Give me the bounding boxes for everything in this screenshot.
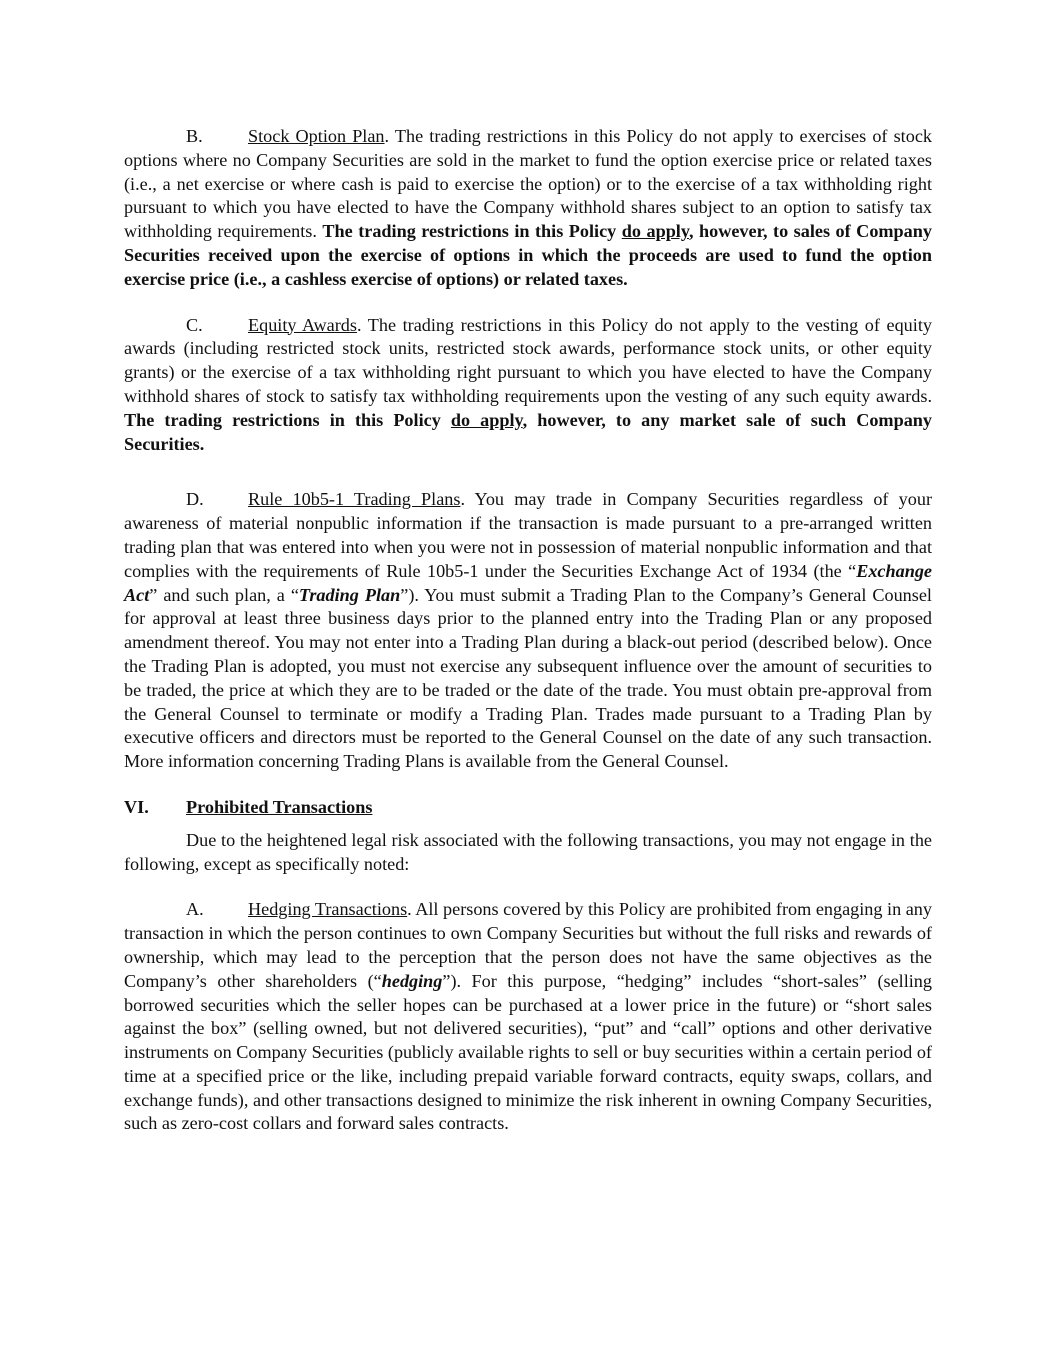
section-vi-heading xyxy=(124,796,932,820)
section-d-letter: D. xyxy=(186,489,204,510)
section-b-paragraph xyxy=(124,125,932,292)
section-d-body-2: ” and such plan, a “ xyxy=(149,584,299,605)
section-b-bold-lead: The trading restrictions in this Policy xyxy=(322,221,622,242)
section-c-bold-lead: The trading restrictions in this Policy xyxy=(124,409,451,430)
section-c-bold-underline: do apply xyxy=(450,409,523,430)
section-a-title: Hedging Transactions xyxy=(248,899,408,920)
section-c-paragraph xyxy=(124,314,932,457)
section-d-term-exchange-act: Exchange Act xyxy=(124,560,932,605)
section-b-title: Stock Option Plan xyxy=(248,126,385,146)
section-vi-title: Prohibited Transactions xyxy=(186,796,373,817)
section-c-bold-tail: , however, to any market sale of such Company Securities. xyxy=(124,409,932,454)
section-a-body-2: ”). For this purpose, “hedging” includes “short-sales” (selling borrowed securities which the seller hopes can be purchased at a lower price in the future) or “short sales against the box” (selling owned, but not delivered securities), “put” and “call” options and other derivative instruments on Company Securities (publicly available rights to sell or buy securities within a certain period of time at a specified price or the like, including prepaid variable forward contracts, equity swaps, collars, and exchange funds), and other transactions designed to minimize the risk inherent in owning Company Securities, such as zero-cost collars and forward sales contracts. xyxy=(124,970,932,1134)
section-a-body-1: . All persons covered by this Policy are prohibited from engaging in any transaction in which the person continues to own Company Securities but without the full risks and rewards of ownership, which may lead to the perception that the person does not have the same objectives as the Company’s other shareholders (“ xyxy=(124,899,932,991)
section-a-letter: A. xyxy=(186,899,204,920)
section-d-body-3: ”). You must submit a Trading Plan to the Company’s General Counsel for approval at least three business days prior to the planned entry into the Trading Plan or any proposed amendment thereof. You may not enter into a Trading Plan during a black-out period (described below). Once the Trading Plan is adopted, you must not exercise any subsequent influence over the amount of securities to be traded, the price at which they are to be traded or the date of the trade. You must obtain pre-approval from the General Counsel to terminate or modify a Trading Plan. Trades made pursuant to a Trading Plan by executive officers and directors must be reported to the General Counsel on the date of any such transaction. More information concerning Trading Plans is available from the General Counsel. xyxy=(124,584,932,772)
section-b-letter: B. xyxy=(186,126,203,146)
section-c-body: . The trading restrictions in this Policy do not apply to the vesting of equity awards (including restricted stock units, restricted stock awards, performance stock units, or other equity grants) or the exercise of a tax withholding right pursuant to which you have elected to have the Company withhold shares of stock to satisfy tax withholding requirements upon the vesting of any such equity awards. xyxy=(124,314,932,406)
section-d-title: Rule 10b5-1 Trading Plans xyxy=(248,489,461,510)
section-b-body: . The trading restrictions in this Policy do not apply to exercises of stock options where no Company Securities are sold in the market to fund the option exercise price or related taxes (i.e., a net exercise or where cash is paid to exercise the option) or to the exercise of a tax withholding right pursuant to which you have elected to have the Company withhold shares subject to an option to satisfy tax withholding requirements. xyxy=(124,126,932,242)
section-b-bold-tail: , however, to sales of Company Securities received upon the exercise of options in which the proceeds are used to fund the option exercise price (i.e., a cashless exercise of options) or related taxes. xyxy=(124,221,932,289)
section-a-paragraph xyxy=(124,898,932,1136)
section-b-bold-underline: do apply xyxy=(621,221,689,242)
section-d-body-1: . You may trade in Company Securities regardless of your awareness of material nonpublic information if the transaction is made pursuant to a pre-arranged written trading plan that was entered into when you were not in possession of material nonpublic information and that complies with the requirements of Rule 10b5-1 under the Securities Exchange Act of 1934 (the “ xyxy=(124,489,932,581)
section-vi-intro: Due to the heightened legal risk associated with the following transactions, you may not engage in the following, except as specifically noted: xyxy=(124,829,932,874)
section-vi-number: VI. xyxy=(124,796,149,817)
section-d-paragraph xyxy=(124,488,932,774)
section-c-letter: C. xyxy=(186,314,203,335)
document-page xyxy=(124,125,932,1136)
section-d-term-trading-plan: Trading Plan xyxy=(298,584,401,605)
section-a-term-hedging: hedging xyxy=(381,970,443,991)
section-c-title: Equity Awards xyxy=(248,314,357,335)
